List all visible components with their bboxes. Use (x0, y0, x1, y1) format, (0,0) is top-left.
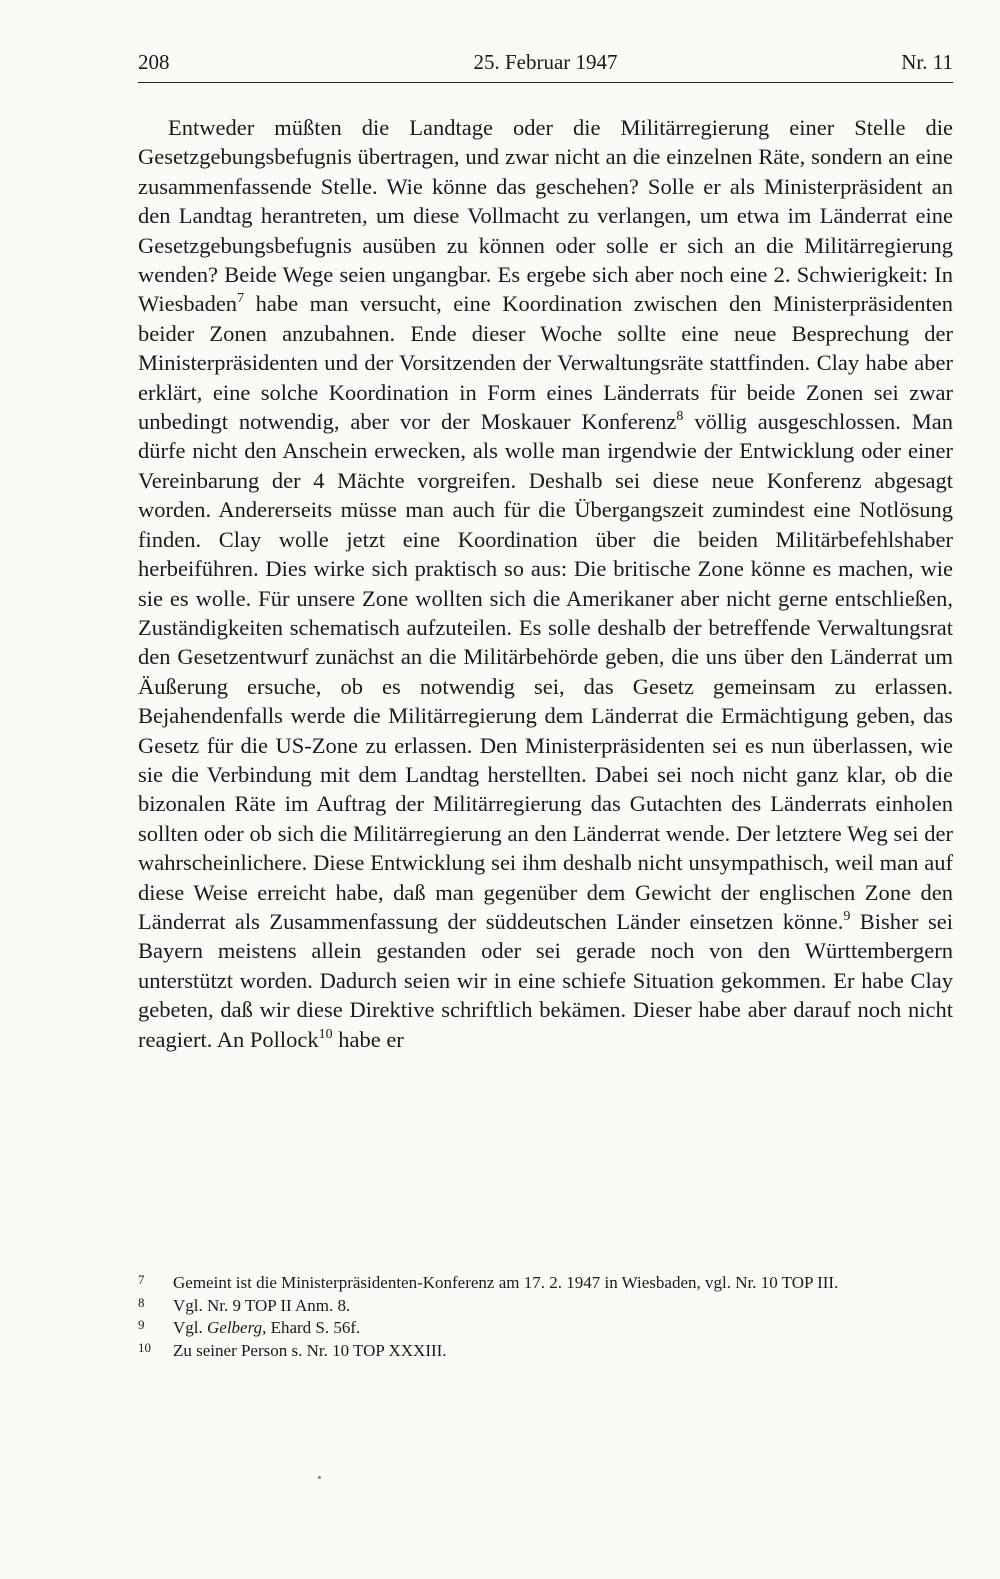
footnote-text-pre: Vgl. (173, 1318, 207, 1337)
body-text-segment: Bisher sei Bayern meistens allein gestanden oder sei gerade noch von den Württembergern unterstützt worden. Dadurch seien wir in eine schiefe Situation gekommen. Er habe Clay gebeten, daß wir diese Direktive schriftlich bekämen. Dieser habe aber darauf noch nicht reagiert. An Pollock (138, 908, 953, 1052)
page-number: 208 (138, 50, 170, 74)
footnote-text-post: , Ehard S. 56f. (262, 1318, 361, 1337)
running-head-date: 25. Februar 1947 (473, 50, 618, 74)
running-head (138, 50, 953, 80)
footnote-ref-10: 10 (318, 1026, 333, 1042)
footnote-10 (138, 1340, 953, 1363)
paper-speck (318, 1476, 321, 1479)
footnote-text (173, 1318, 360, 1337)
footnote-number: 9 (138, 1317, 145, 1332)
footnote-text: Vgl. Nr. 9 TOP II Anm. 8. (173, 1295, 351, 1315)
body-text-segment: habe er (332, 1026, 404, 1052)
body-text-segment: Entweder müßten die Landtage oder die Militärregierung einer Stelle die Gesetzgebungsbefugnis übertragen, und zwar nicht an die einzelnen Räte, sondern an eine zusammenfassende Stelle. Wie könne das geschehen? Solle er als Ministerpräsident an den Landtag herantreten, um diese Vollmacht zu verlangen, um etwa im Länderrat eine Gesetzgebungsbefugnis ausüben zu können oder solle er sich an die Militärregierung wenden? Beide Wege seien ungangbar. Es ergebe sich aber noch eine 2. Schwierigkeit: In Wiesbaden (138, 115, 953, 317)
footnote-number: 8 (138, 1294, 145, 1310)
footnote-9 (138, 1317, 953, 1340)
footnote-text: Zu seiner Person s. Nr. 10 TOP XXXIII. (173, 1340, 447, 1360)
footnote-author-italic: Gelberg (207, 1318, 263, 1337)
footnote-text: Gemeint ist die Ministerpräsidenten-Konferenz am 17. 2. 1947 in Wiesbaden, vgl. Nr. 10 TOP III. (173, 1273, 839, 1292)
body-text-segment: habe man versucht, eine Koordination zwischen den Ministerpräsidenten beider Zonen anzubahnen. Ende dieser Woche sollte eine neue Besprechung der Ministerpräsidenten und der Vorsitzenden der Verwaltungsräte stattfinden. Clay habe aber erklärt, eine solche Koordination in Form eines Länderrats für beide Zonen sei zwar unbedingt notwendig, aber vor der Moskauer Konferenz (138, 291, 953, 435)
footnote-ref-7: 7 (237, 291, 245, 307)
footnotes (138, 1272, 953, 1362)
footnote-number: 10 (138, 1339, 151, 1355)
body-paragraph (138, 113, 953, 1054)
footnote-ref-9: 9 (843, 908, 851, 924)
footnote-number: 7 (138, 1272, 145, 1287)
footnote-8 (138, 1295, 953, 1318)
document-number: Nr. 11 (901, 50, 953, 74)
footnote-ref-8: 8 (676, 409, 684, 425)
header-rule (138, 82, 953, 83)
body-text (138, 113, 953, 1054)
footnote-7 (138, 1272, 953, 1295)
body-text-segment: völlig ausgeschlossen. Man dürfe nicht den Anschein erwecken, als wolle man irgendwie der Entwicklung oder einer Vereinbarung der 4 Mächte vorgreifen. Deshalb sei diese neue Konferenz abgesagt worden. Andererseits müsse man auch für die Übergangszeit zumindest eine Notlösung finden. Clay wolle jetzt eine Koordination über die beiden Militärbefehlshaber herbeiführen. Dies wirke sich praktisch so aus: Die britische Zone könne es machen, wie sie es wolle. Für unsere Zone wollten sich die Amerikaner aber nicht gerne entschließen, Zuständigkeiten schematisch aufzuteilen. Es solle deshalb der betreffende Verwaltungsrat den Gesetzentwurf zunächst an die Militärbehörde geben, die uns über den Länderrat um Äußerung ersuche, ob es notwendig sei, das Gesetz gemeinsam zu erlassen. Bejahendenfalls werde die Militärregierung dem Länderrat die Ermächtigung geben, das Gesetz für die US-Zone zu erlassen. Den Ministerpräsidenten sei es nun überlassen, wie sie die Verbindung mit dem Landtag herstellten. Dabei sei noch nicht ganz klar, ob die bizonalen Räte im Auftrag der Militärregierung das Gutachten des Länderrats einholen sollten oder ob sich die Militärregierung an den Länderrat wende. Der letztere Weg sei der wahrscheinlichere. Diese Entwicklung sei ihm deshalb nicht unsympathisch, weil man auf diese Weise erreicht habe, daß man gegenüber dem Gewicht der englischen Zone den Länderrat als Zusammenfassung der süddeutschen Länder einsetzen könne. (138, 409, 953, 934)
